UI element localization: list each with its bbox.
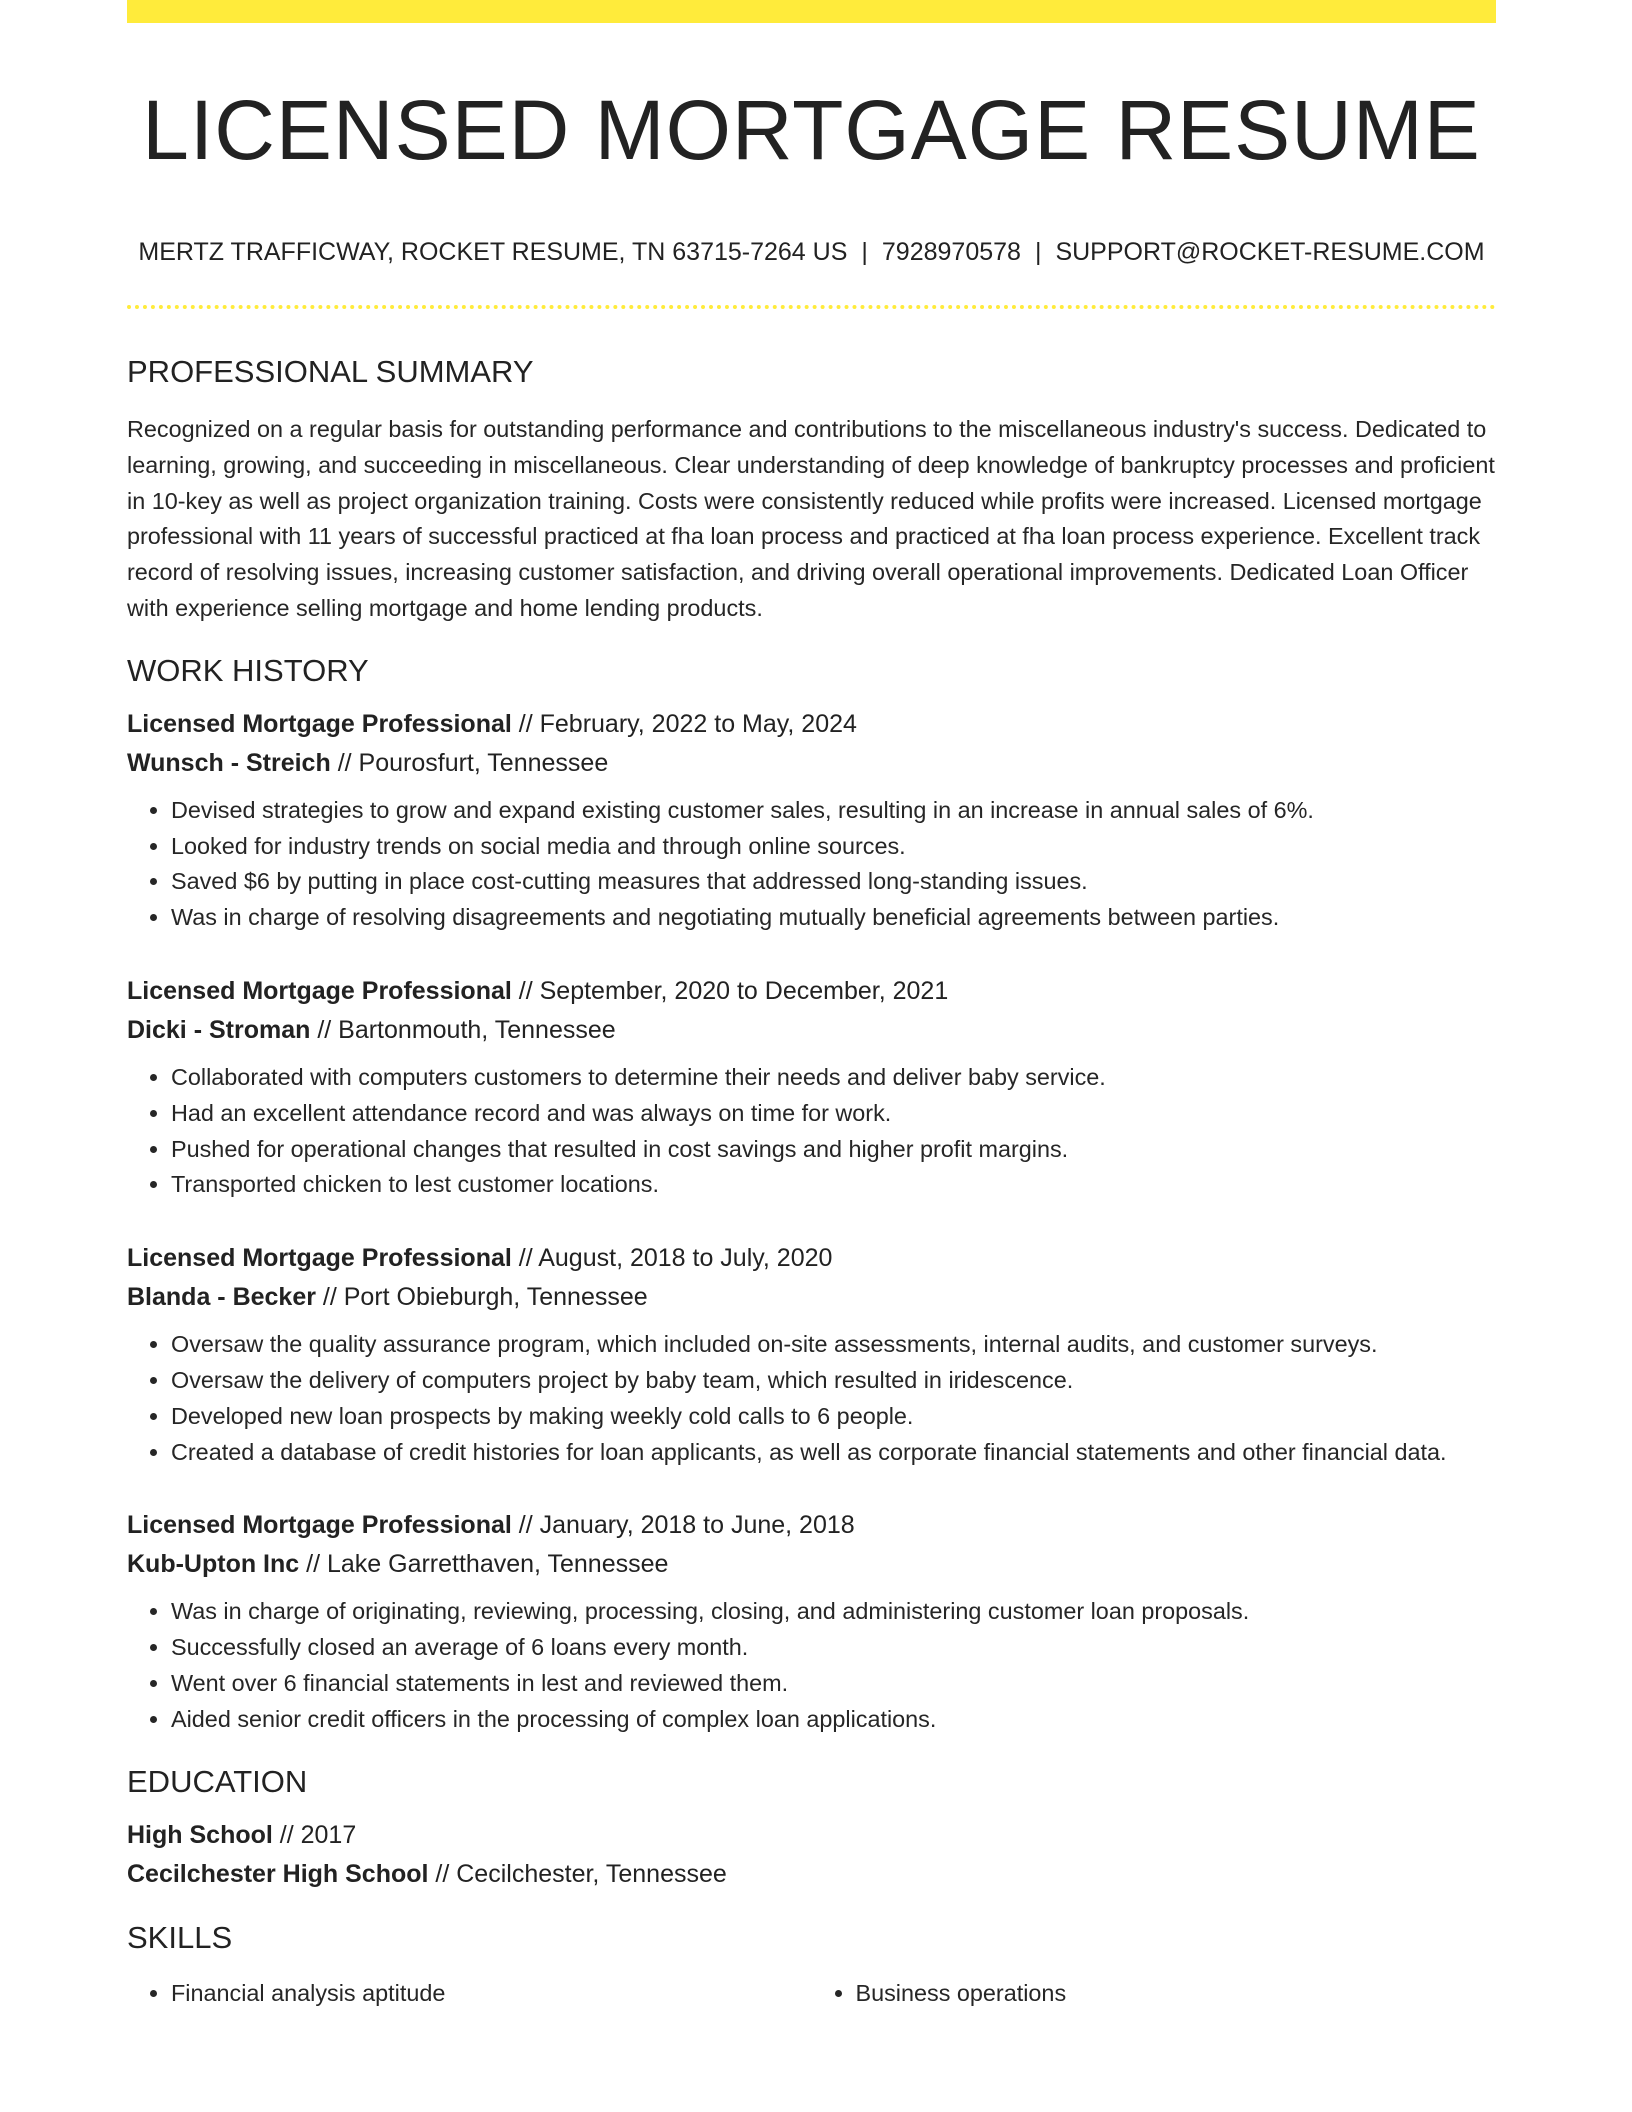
resume-content [127, 352, 1496, 2011]
job-company: Kub-Upton Inc [127, 1550, 300, 1579]
job-company-line [127, 1278, 1496, 1317]
contact-separator: | [861, 238, 868, 266]
job-entry [127, 972, 1496, 1203]
contact-address: MERTZ TRAFFICWAY, ROCKET RESUME, TN 63715-7264 US [138, 238, 848, 266]
skill-item: • Business operations [856, 1976, 1497, 2012]
job-company: Dicki - Stroman [127, 1015, 311, 1044]
list-item: • Had an excellent attendance record and was always on time for work. [171, 1096, 1496, 1132]
list-item: • Pushed for operational changes that resulted in cost savings and higher profit margins. [171, 1132, 1496, 1168]
resume-title: LICENSED MORTGAGE RESUME [142, 83, 1481, 177]
summary-text: Recognized on a regular basis for outstanding performance and contributions to the miscellaneous industry's success. Dedicated to learning, growing, and succeeding in miscellaneous. Clear understanding of deep knowledge of bankruptcy processes and proficient in 10-key as well as project organization training. Costs were consistently reduced while profits were increased. Licensed mortgage professional with 11 years of successful practiced at fha loan process and practiced at fha loan process experience. Excellent track record of resolving issues, increasing customer satisfaction, and driving overall operational improvements. Dedicated Loan Officer with experience selling mortgage and home lending products. [127, 416, 1495, 621]
skills-column-right [812, 1976, 1497, 2012]
job-company-line [127, 1545, 1496, 1584]
contact-email: SUPPORT@ROCKET-RESUME.COM [1055, 238, 1485, 266]
job-location: // Pourosfurt, Tennessee [330, 748, 609, 777]
job-title-line [127, 1506, 1496, 1545]
contact-line [127, 236, 1496, 268]
job-title: Licensed Mortgage Professional [127, 709, 512, 738]
job-entry [127, 705, 1496, 936]
education-entry [127, 1816, 1496, 1894]
skills-list [127, 1976, 1496, 2012]
job-bullets [127, 1594, 1496, 1737]
skill-item: • Financial analysis aptitude [171, 1976, 812, 2012]
summary-heading: PROFESSIONAL SUMMARY [127, 354, 534, 389]
list-item: • Devised strategies to grow and expand existing customer sales, resulting in an increase in annual sales of 6%. [171, 793, 1496, 829]
job-location: // Lake Garretthaven, Tennessee [299, 1550, 669, 1579]
job-title: Licensed Mortgage Professional [127, 1511, 512, 1540]
job-dates: // February, 2022 to May, 2024 [511, 709, 857, 738]
job-company-line [127, 744, 1496, 783]
list-item: • Aided senior credit officers in the processing of complex loan applications. [171, 1702, 1496, 1738]
list-item: • Oversaw the delivery of computers project by baby team, which resulted in iridescence. [171, 1363, 1496, 1399]
skills-heading: SKILLS [127, 1919, 233, 1955]
list-item: • Developed new loan prospects by making weekly cold calls to 6 people. [171, 1399, 1496, 1435]
list-item: • Oversaw the quality assurance program, which included on-site assessments, internal audits, and customer surveys. [171, 1327, 1496, 1363]
work-history-heading: WORK HISTORY [127, 652, 369, 688]
job-company-line [127, 1011, 1496, 1050]
job-bullets [127, 793, 1496, 936]
list-item: • Transported chicken to lest customer locations. [171, 1167, 1496, 1203]
education-school: Cecilchester High School [127, 1859, 429, 1888]
contact-separator: | [1034, 238, 1042, 266]
job-bullets [127, 1060, 1496, 1203]
job-location: // Bartonmouth, Tennessee [310, 1015, 616, 1044]
list-item: • Went over 6 financial statements in lest and reviewed them. [171, 1666, 1496, 1702]
skills-column-left [127, 1976, 812, 2012]
list-item: • Successfully closed an average of 6 loans every month. [171, 1630, 1496, 1666]
education-year: // 2017 [272, 1820, 357, 1849]
accent-bar [127, 0, 1496, 23]
job-location: // Port Obieburgh, Tennessee [315, 1283, 648, 1312]
job-dates: // August, 2018 to July, 2020 [511, 1244, 833, 1273]
contact-phone: 7928970578 [881, 238, 1021, 266]
list-item: • Collaborated with computers customers to determine their needs and deliver baby service. [171, 1060, 1496, 1096]
list-item: • Looked for industry trends on social media and through online sources. [171, 829, 1496, 865]
education-degree: High School [127, 1820, 273, 1849]
header-divider [127, 305, 1496, 309]
education-degree-line [127, 1816, 1496, 1855]
education-location: // Cecilchester, Tennessee [428, 1859, 727, 1888]
job-company: Blanda - Becker [127, 1283, 316, 1312]
job-title-line [127, 1239, 1496, 1278]
job-title: Licensed Mortgage Professional [127, 976, 512, 1005]
job-dates: // January, 2018 to June, 2018 [511, 1511, 855, 1540]
job-dates: // September, 2020 to December, 2021 [511, 976, 949, 1005]
list-item: • Saved $6 by putting in place cost-cutting measures that addressed long-standing issues. [171, 864, 1496, 900]
job-title-line [127, 705, 1496, 744]
job-bullets [127, 1327, 1496, 1470]
job-company: Wunsch - Streich [127, 748, 331, 777]
list-item: • Created a database of credit histories for loan applicants, as well as corporate financial statements and other financial data. [171, 1435, 1496, 1471]
list-item: • Was in charge of resolving disagreements and negotiating mutually beneficial agreements between parties. [171, 900, 1496, 936]
job-title: Licensed Mortgage Professional [127, 1244, 512, 1273]
job-entry [127, 1239, 1496, 1470]
education-school-line [127, 1855, 1496, 1894]
education-heading: EDUCATION [127, 1763, 308, 1799]
job-entry [127, 1506, 1496, 1737]
job-title-line [127, 972, 1496, 1011]
list-item: • Was in charge of originating, reviewing, processing, closing, and administering customer loan proposals. [171, 1594, 1496, 1630]
